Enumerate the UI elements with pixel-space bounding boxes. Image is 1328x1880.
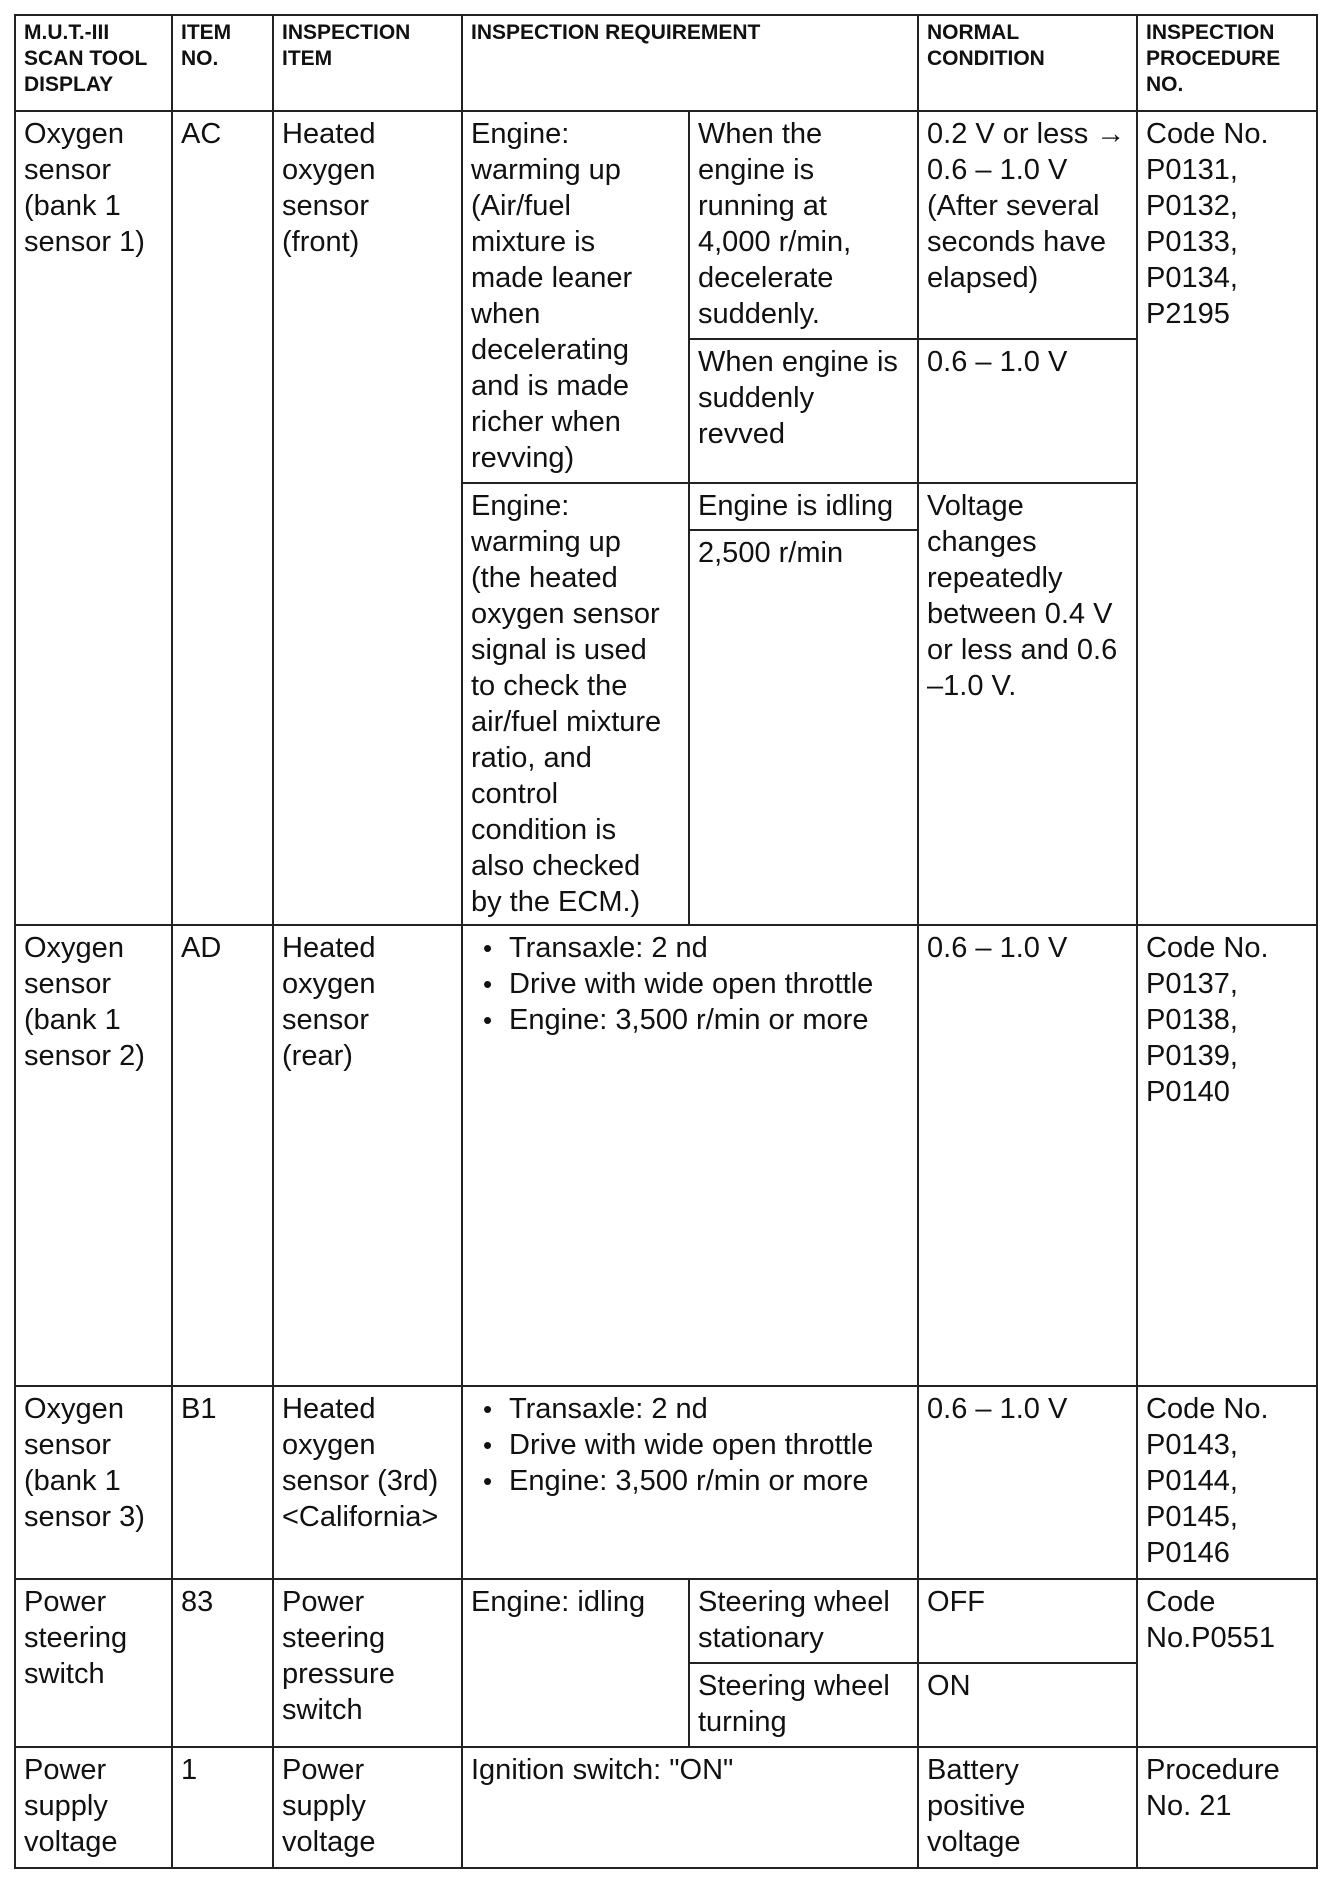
ps-normal-stationary: OFF xyxy=(918,1579,1137,1663)
ps-normal-turning: ON xyxy=(918,1663,1137,1747)
ac-requirement-2: Engine: warming up (the heated oxygen sensor signal is used to check the air/fuel mixture ratio, and control condition is also checked by the ECM.) xyxy=(462,483,689,925)
list-item: • Engine: 3,500 r/min or more xyxy=(471,1463,909,1499)
pv-item-no: 1 xyxy=(172,1747,273,1868)
ps-condition-turning: Steering wheel turning xyxy=(689,1663,918,1747)
table-row xyxy=(15,1747,1317,1868)
ac-normal-decelerate: 0.2 V or less → 0.6 – 1.0 V (After several seconds have elapsed) xyxy=(918,111,1137,339)
header-item-no: ITEM NO. xyxy=(172,15,273,111)
b1-display: Oxygen sensor (bank 1 sensor 3) xyxy=(15,1386,172,1579)
ps-inspection-item: Power steering pressure switch xyxy=(273,1579,462,1747)
b1-inspection-item: Heated oxygen sensor (3rd) <California> xyxy=(273,1386,462,1579)
header-inspection-item: INSPECTION ITEM xyxy=(273,15,462,111)
ad-display: Oxygen sensor (bank 1 sensor 2) xyxy=(15,925,172,1386)
ad-procedure: Code No. P0137, P0138, P0139, P0140 xyxy=(1137,925,1317,1386)
ad-item-no: AD xyxy=(172,925,273,1386)
ac-condition-decelerate: When the engine is running at 4,000 r/min, decelerate suddenly. xyxy=(689,111,918,339)
ac-condition-idling: Engine is idling xyxy=(689,483,918,530)
pv-inspection-item: Power supply voltage xyxy=(273,1747,462,1868)
inspection-table xyxy=(14,14,1318,1869)
list-item: • Transaxle: 2 nd xyxy=(471,1391,909,1427)
ac-normal-revved: 0.6 – 1.0 V xyxy=(918,339,1137,483)
ps-procedure: Code No.P0551 xyxy=(1137,1579,1317,1747)
header-inspection-requirement: INSPECTION REQUIREMENT xyxy=(462,15,918,111)
ac-condition-2500: 2,500 r/min xyxy=(689,530,918,925)
ac-display: Oxygen sensor (bank 1 sensor 1) xyxy=(15,111,172,925)
pv-display: Power supply voltage xyxy=(15,1747,172,1868)
ac-requirement-1: Engine: warming up (Air/fuel mixture is made leaner when decelerating and is made richer when revving) xyxy=(462,111,689,483)
list-item: • Drive with wide open throttle xyxy=(471,966,909,1002)
list-item: • Transaxle: 2 nd xyxy=(471,930,909,966)
ac-procedure: Code No. P0131, P0132, P0133, P0134, P2195 xyxy=(1137,111,1317,925)
table-row xyxy=(15,111,1317,339)
pv-procedure: Procedure No. 21 xyxy=(1137,1747,1317,1868)
ad-inspection-item: Heated oxygen sensor (rear) xyxy=(273,925,462,1386)
ad-normal: 0.6 – 1.0 V xyxy=(918,925,1137,1386)
header-normal-condition: NORMAL CONDITION xyxy=(918,15,1137,111)
ps-requirement: Engine: idling xyxy=(462,1579,689,1747)
ac-item-no: AC xyxy=(172,111,273,925)
b1-normal: 0.6 – 1.0 V xyxy=(918,1386,1137,1579)
header-inspection-procedure: INSPECTION PROCEDURE NO. xyxy=(1137,15,1317,111)
ps-condition-stationary: Steering wheel stationary xyxy=(689,1579,918,1663)
list-item: • Drive with wide open throttle xyxy=(471,1427,909,1463)
ps-display: Power steering switch xyxy=(15,1579,172,1747)
ac-inspection-item: Heated oxygen sensor (front) xyxy=(273,111,462,925)
b1-procedure: Code No. P0143, P0144, P0145, P0146 xyxy=(1137,1386,1317,1579)
ac-condition-revved: When engine is suddenly revved xyxy=(689,339,918,483)
header-row xyxy=(15,15,1317,111)
b1-requirement xyxy=(462,1386,918,1579)
pv-normal: Battery positive voltage xyxy=(918,1747,1137,1868)
header-scan-tool-display: M.U.T.-III SCAN TOOL DISPLAY xyxy=(15,15,172,111)
ps-item-no: 83 xyxy=(172,1579,273,1747)
table-row xyxy=(15,1386,1317,1579)
table-row xyxy=(15,1579,1317,1663)
ad-requirement xyxy=(462,925,918,1386)
list-item: • Engine: 3,500 r/min or more xyxy=(471,1002,909,1038)
b1-item-no: B1 xyxy=(172,1386,273,1579)
ac-normal-feedback: Voltage changes repeatedly between 0.4 V or less and 0.6 –1.0 V. xyxy=(918,483,1137,925)
table-row xyxy=(15,925,1317,1386)
pv-requirement: Ignition switch: "ON" xyxy=(462,1747,918,1868)
